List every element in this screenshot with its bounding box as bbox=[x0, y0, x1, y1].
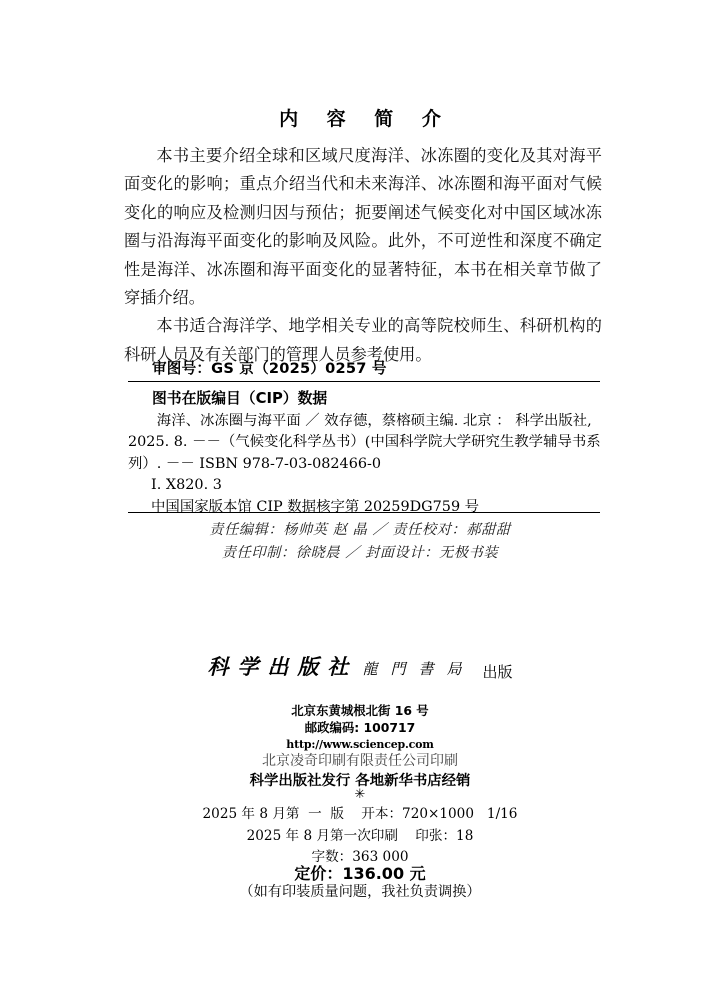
spec-wordcount-line: 字数：363 000 bbox=[311, 849, 409, 865]
staff-credits bbox=[0, 519, 720, 565]
quality-notice: （如有印装质量问题，我社负责调换） bbox=[239, 884, 481, 900]
cip-heading: 图书在版编目（CIP）数据 bbox=[152, 390, 328, 407]
publisher-postcode: 邮政编码: 100717 bbox=[304, 720, 416, 735]
distribution-line: 科学出版社发行 各地新华书店经销 bbox=[249, 773, 471, 789]
separator-asterisk: ✳ bbox=[354, 787, 366, 802]
cip-line-title: 海洋、冰冻圈与海平面 ／ 效存德，蔡榕硕主编. 北京 ： 科学出版社, bbox=[156, 413, 592, 429]
publisher-address: 北京东黄城根北街 16 号 bbox=[291, 703, 429, 718]
price-line: 定价：136.00 元 bbox=[294, 864, 426, 883]
divider-bottom bbox=[128, 512, 600, 513]
cip-line-classification: Ⅰ. X820. 3 bbox=[151, 477, 222, 494]
cip-line-isbn: 列）. －－ ISBN 978-7-03-082466-0 bbox=[128, 455, 382, 472]
publisher-logo-sub: 龍門書局 bbox=[362, 660, 475, 678]
spec-printing-line: 2025 年 8 月第一次印刷 印张：18 bbox=[246, 827, 474, 844]
spec-edition-line: 2025 年 8 月第 一 版 开本：720×1000 1/16 bbox=[202, 806, 518, 822]
edition-specs bbox=[0, 804, 720, 869]
credits-production-line: 责任印制：徐晓晨 ／ 封面设计：无极书装 bbox=[221, 545, 499, 561]
abstract-paragraph-2: 本书适合海洋学、地学相关专业的高等院校师生、科研机构的科研人员及有关部门的管理人员参考使用。 bbox=[124, 316, 602, 364]
abstract-paragraph-1: 本书主要介绍全球和区域尺度海洋、冰冻圈的变化及其对海平面变化的影响；重点介绍当代和未来海洋、冰冻圈和海平面对气候变化的响应及检测归因与预估；扼要阐述气候变化对中国区域冰冻圈与沿海海平面变化的影响及风险。此外，不可逆性和深度不确定性是海洋、冰冻圈和海平面变化的显著特征，本书在相关章节做了穿插介绍。 bbox=[124, 146, 602, 308]
publisher-website: http://www.sciencep.com bbox=[286, 738, 434, 751]
page-title: 内 容 简 介 bbox=[279, 108, 452, 130]
printer-name: 北京凌奇印刷有限责任公司印刷 bbox=[262, 753, 458, 769]
cip-body bbox=[128, 411, 602, 518]
abstract-block bbox=[124, 142, 602, 369]
credits-editor-line: 责任编辑：杨帅英 赵 晶 ／ 责任校对：郝甜甜 bbox=[209, 522, 511, 538]
publisher-logo-side-label: 出版 bbox=[482, 663, 513, 681]
cip-line-cip-number: 中国国家版本馆 CIP 数据核字第 20259DG759 号 bbox=[151, 498, 480, 515]
publisher-logo-main: 科学出版社 bbox=[207, 654, 358, 679]
divider-top bbox=[128, 381, 600, 382]
publisher-imprint bbox=[0, 702, 720, 753]
map-approval-number: 审图号：GS 京（2025）0257 号 bbox=[152, 360, 387, 377]
publisher-logo-block bbox=[0, 655, 720, 680]
cip-line-series: 2025. 8. －－（气候变化科学丛书）(中国科学院大学研究生教学辅导书系 bbox=[128, 434, 601, 451]
